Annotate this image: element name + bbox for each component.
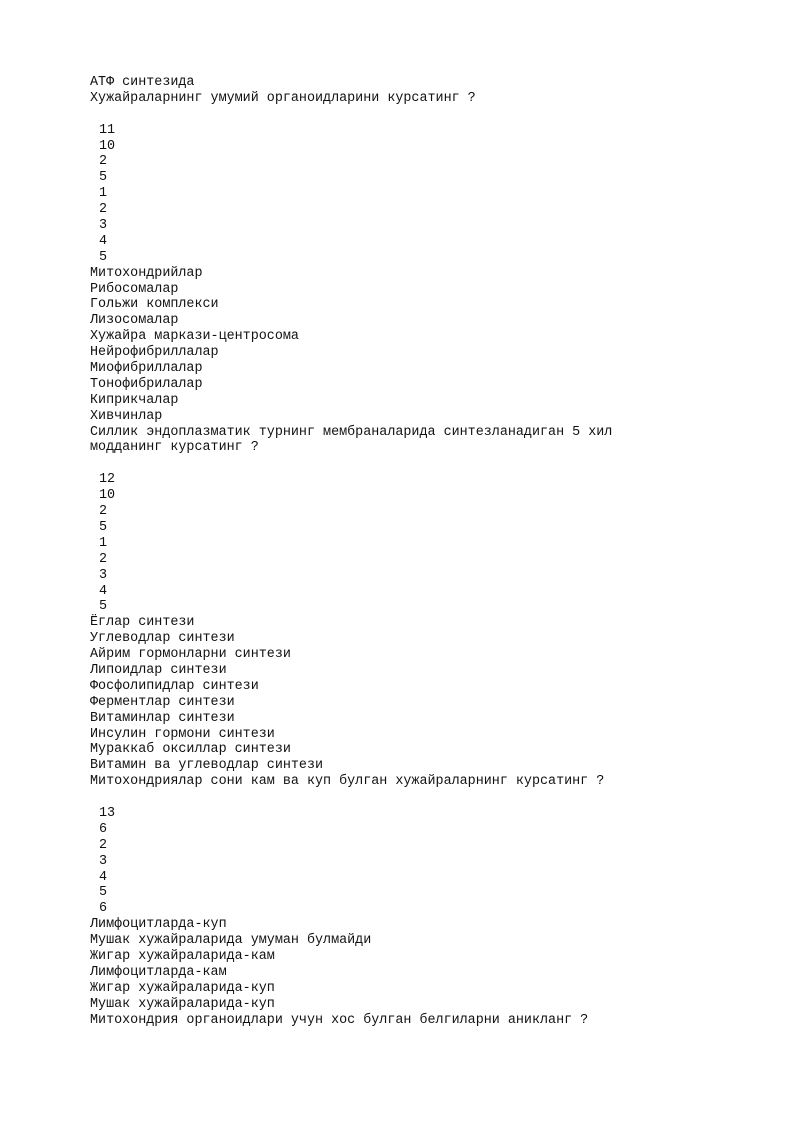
- number-line: 10: [99, 138, 116, 154]
- number-line: 5: [99, 519, 108, 535]
- number-line: 11: [99, 122, 116, 138]
- document-body: [90, 75, 730, 1028]
- number-line: 2: [99, 154, 108, 170]
- number-line: 1: [99, 535, 108, 551]
- answer-line: Фосфолипидлар синтези: [90, 678, 259, 694]
- blank-line: [90, 456, 730, 472]
- blank-line: [90, 107, 730, 123]
- question-line: модданинг курсатинг ?: [90, 440, 259, 456]
- number-line: 6: [99, 821, 108, 837]
- number-line: 4: [99, 869, 108, 885]
- answer-line: Лизосомалар: [90, 313, 179, 329]
- question-line: Хужайраларнинг умумий органоидларини курсатинг ?: [90, 90, 476, 106]
- answer-line: Ферментлар синтези: [90, 694, 235, 710]
- answer-line: Айрим гормонларни синтези: [90, 647, 291, 663]
- number-line: 3: [99, 567, 108, 583]
- number-line: 6: [99, 901, 108, 917]
- answer-line: Лимфоцитларда-куп: [90, 917, 227, 933]
- answer-line: Мушак хужайраларида-куп: [90, 996, 275, 1012]
- question-line: Силлик эндоплазматик турнинг мембраналарида синтезланадиган 5 хил: [90, 424, 613, 440]
- number-line: 2: [99, 504, 108, 520]
- answer-line: Лимфоцитларда-кам: [90, 964, 227, 980]
- answer-line: Жигар хужайраларида-куп: [90, 980, 275, 996]
- question-line: Митохондриялар сони кам ва куп булган хужайраларнинг курсатинг ?: [90, 774, 605, 790]
- number-line: 5: [99, 599, 108, 615]
- question-line: Митохондрия органоидлари учун хос булган белгиларни аникланг ?: [90, 1012, 589, 1028]
- answer-line: Витаминлар синтези: [90, 710, 235, 726]
- number-line: 2: [99, 202, 108, 218]
- answer-line: Тонофибрилалар: [90, 376, 203, 392]
- number-line: 4: [99, 583, 108, 599]
- number-line: 10: [99, 488, 116, 504]
- number-line: 2: [99, 551, 108, 567]
- answer-line: Мураккаб оксиллар синтези: [90, 742, 291, 758]
- answer-line: АТФ синтезида: [90, 75, 195, 90]
- number-line: 5: [99, 885, 108, 901]
- number-line: 13: [99, 805, 116, 821]
- number-line: 5: [99, 249, 108, 265]
- answer-line: Митохондрийлар: [90, 265, 203, 281]
- answer-line: Нейрофибриллалар: [90, 345, 219, 361]
- answer-line: Инсулин гормони синтези: [90, 726, 275, 742]
- number-line: 1: [99, 186, 108, 202]
- number-line: 12: [99, 472, 116, 488]
- answer-line: Липоидлар синтези: [90, 662, 227, 678]
- blank-line: [90, 790, 730, 806]
- answer-line: Рибосомалар: [90, 281, 179, 297]
- number-line: 4: [99, 233, 108, 249]
- answer-line: Ёглар синтези: [90, 615, 195, 631]
- answer-line: Киприкчалар: [90, 392, 179, 408]
- answer-line: Углеводлар синтези: [90, 631, 235, 647]
- number-line: 5: [99, 170, 108, 186]
- number-line: 3: [99, 853, 108, 869]
- answer-line: Мушак хужайраларида умуман булмайди: [90, 933, 372, 949]
- answer-line: Гольжи комплекси: [90, 297, 219, 313]
- number-line: 2: [99, 837, 108, 853]
- answer-line: Хужайра маркази-центросома: [90, 329, 299, 345]
- number-line: 3: [99, 218, 108, 234]
- answer-line: Витамин ва углеводлар синтези: [90, 758, 324, 774]
- answer-line: Хивчинлар: [90, 408, 163, 424]
- answer-line: Миофибриллалар: [90, 361, 203, 377]
- answer-line: Жигар хужайраларида-кам: [90, 948, 275, 964]
